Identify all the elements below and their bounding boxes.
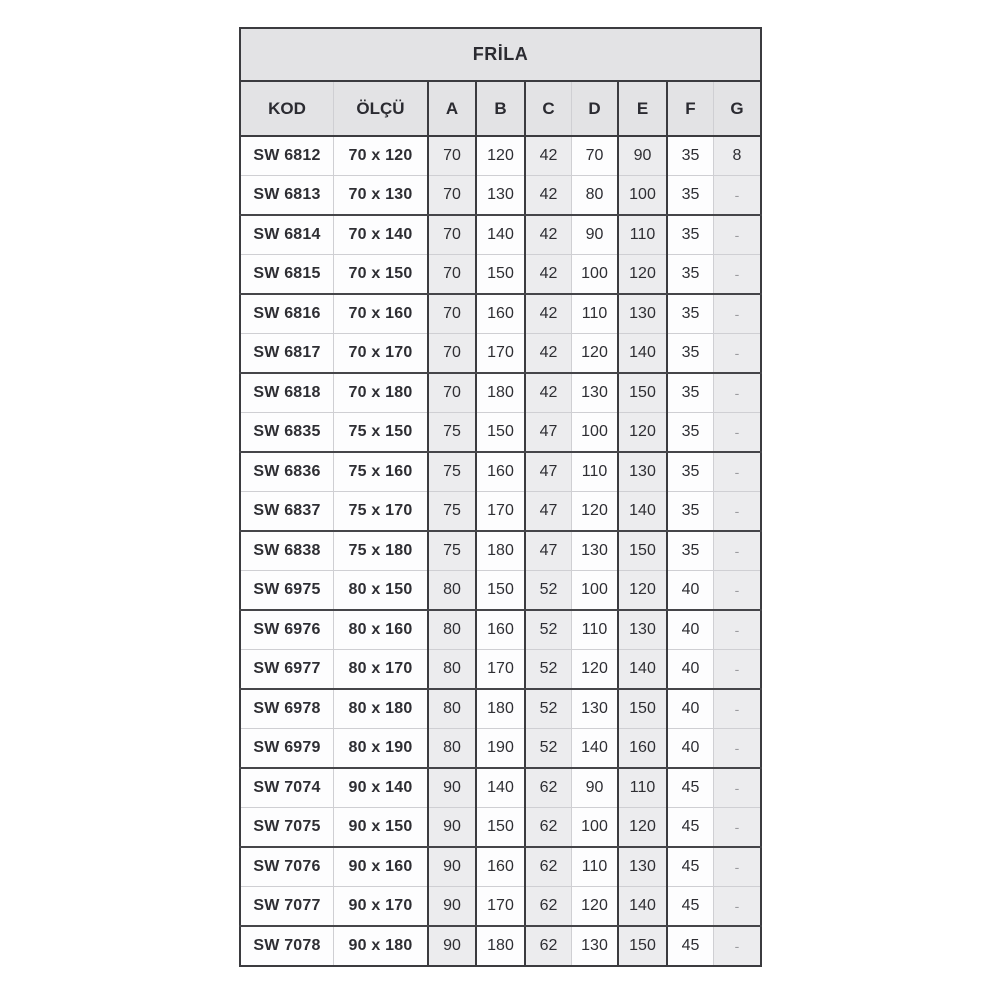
cell-a: 70 (428, 255, 476, 295)
table-row (240, 334, 761, 374)
table-row (240, 176, 761, 216)
cell-kod: SW 7077 (240, 887, 334, 927)
cell-f: 35 (667, 373, 714, 413)
cell-e: 110 (618, 768, 667, 808)
cell-kod: SW 6835 (240, 413, 334, 453)
table-row (240, 808, 761, 848)
cell-olcu: 75 x 150 (334, 413, 429, 453)
cell-c: 52 (525, 650, 572, 690)
cell-d: 80 (572, 176, 619, 216)
cell-a: 90 (428, 926, 476, 966)
cell-d: 120 (572, 334, 619, 374)
cell-c: 62 (525, 887, 572, 927)
cell-d: 90 (572, 768, 619, 808)
cell-c: 42 (525, 373, 572, 413)
cell-kod: SW 6818 (240, 373, 334, 413)
cell-f: 35 (667, 413, 714, 453)
table-row (240, 255, 761, 295)
cell-a: 80 (428, 729, 476, 769)
cell-c: 52 (525, 571, 572, 611)
cell-g: - (714, 334, 762, 374)
cell-d: 100 (572, 413, 619, 453)
cell-c: 62 (525, 926, 572, 966)
column-header-f: F (667, 81, 714, 136)
table-row (240, 413, 761, 453)
table-head (240, 28, 761, 136)
cell-f: 40 (667, 729, 714, 769)
cell-g: - (714, 571, 762, 611)
cell-olcu: 80 x 150 (334, 571, 429, 611)
cell-f: 40 (667, 650, 714, 690)
cell-olcu: 75 x 170 (334, 492, 429, 532)
cell-b: 170 (476, 650, 525, 690)
table-row (240, 571, 761, 611)
column-header-row (240, 81, 761, 136)
cell-g: - (714, 492, 762, 532)
cell-b: 150 (476, 571, 525, 611)
table-row (240, 768, 761, 808)
cell-c: 52 (525, 689, 572, 729)
cell-b: 160 (476, 847, 525, 887)
cell-f: 35 (667, 531, 714, 571)
cell-d: 90 (572, 215, 619, 255)
cell-kod: SW 6813 (240, 176, 334, 216)
cell-a: 80 (428, 571, 476, 611)
cell-c: 42 (525, 334, 572, 374)
table-row (240, 610, 761, 650)
cell-a: 70 (428, 373, 476, 413)
cell-c: 62 (525, 808, 572, 848)
cell-b: 190 (476, 729, 525, 769)
cell-f: 45 (667, 768, 714, 808)
cell-d: 110 (572, 452, 619, 492)
cell-b: 140 (476, 215, 525, 255)
cell-c: 52 (525, 729, 572, 769)
cell-a: 80 (428, 689, 476, 729)
cell-c: 47 (525, 492, 572, 532)
cell-a: 75 (428, 492, 476, 532)
cell-d: 100 (572, 255, 619, 295)
column-header-d: D (572, 81, 619, 136)
product-size-table (239, 27, 762, 967)
cell-a: 70 (428, 334, 476, 374)
table-row (240, 650, 761, 690)
cell-olcu: 70 x 120 (334, 136, 429, 176)
cell-c: 47 (525, 452, 572, 492)
cell-b: 120 (476, 136, 525, 176)
table-row (240, 215, 761, 255)
cell-e: 140 (618, 334, 667, 374)
cell-a: 75 (428, 531, 476, 571)
cell-a: 90 (428, 808, 476, 848)
cell-g: - (714, 215, 762, 255)
table-row (240, 492, 761, 532)
cell-a: 70 (428, 294, 476, 334)
cell-a: 90 (428, 887, 476, 927)
cell-e: 90 (618, 136, 667, 176)
cell-e: 120 (618, 255, 667, 295)
title-row (240, 28, 761, 81)
cell-d: 110 (572, 294, 619, 334)
column-header-g: G (714, 81, 762, 136)
cell-e: 150 (618, 926, 667, 966)
cell-c: 47 (525, 531, 572, 571)
cell-b: 150 (476, 255, 525, 295)
column-header-a: A (428, 81, 476, 136)
cell-d: 130 (572, 373, 619, 413)
cell-kod: SW 7075 (240, 808, 334, 848)
cell-olcu: 90 x 170 (334, 887, 429, 927)
cell-e: 120 (618, 413, 667, 453)
cell-e: 140 (618, 887, 667, 927)
table-row (240, 926, 761, 966)
table-row (240, 136, 761, 176)
cell-f: 45 (667, 808, 714, 848)
cell-g: - (714, 373, 762, 413)
cell-b: 180 (476, 689, 525, 729)
cell-olcu: 70 x 150 (334, 255, 429, 295)
cell-e: 130 (618, 452, 667, 492)
cell-f: 35 (667, 176, 714, 216)
cell-c: 42 (525, 294, 572, 334)
cell-c: 62 (525, 768, 572, 808)
cell-f: 35 (667, 136, 714, 176)
cell-b: 150 (476, 808, 525, 848)
cell-b: 170 (476, 887, 525, 927)
cell-b: 170 (476, 492, 525, 532)
cell-e: 160 (618, 729, 667, 769)
cell-c: 62 (525, 847, 572, 887)
cell-c: 47 (525, 413, 572, 453)
cell-f: 40 (667, 571, 714, 611)
cell-b: 180 (476, 531, 525, 571)
cell-kod: SW 6837 (240, 492, 334, 532)
cell-olcu: 80 x 160 (334, 610, 429, 650)
cell-g: - (714, 531, 762, 571)
cell-d: 120 (572, 887, 619, 927)
cell-g: - (714, 650, 762, 690)
cell-b: 170 (476, 334, 525, 374)
cell-olcu: 75 x 180 (334, 531, 429, 571)
cell-b: 150 (476, 413, 525, 453)
cell-d: 100 (572, 808, 619, 848)
cell-olcu: 80 x 180 (334, 689, 429, 729)
cell-f: 35 (667, 215, 714, 255)
cell-kod: SW 6976 (240, 610, 334, 650)
cell-c: 42 (525, 255, 572, 295)
cell-e: 150 (618, 689, 667, 729)
cell-c: 42 (525, 215, 572, 255)
table-row (240, 689, 761, 729)
cell-olcu: 90 x 140 (334, 768, 429, 808)
cell-kod: SW 6817 (240, 334, 334, 374)
cell-e: 120 (618, 808, 667, 848)
cell-kod: SW 6816 (240, 294, 334, 334)
cell-olcu: 80 x 190 (334, 729, 429, 769)
cell-d: 120 (572, 492, 619, 532)
cell-g: - (714, 926, 762, 966)
cell-e: 100 (618, 176, 667, 216)
cell-f: 35 (667, 334, 714, 374)
cell-g: 8 (714, 136, 762, 176)
cell-kod: SW 6979 (240, 729, 334, 769)
cell-e: 110 (618, 215, 667, 255)
cell-a: 80 (428, 610, 476, 650)
cell-a: 75 (428, 452, 476, 492)
cell-f: 45 (667, 847, 714, 887)
cell-e: 130 (618, 610, 667, 650)
cell-kod: SW 6836 (240, 452, 334, 492)
column-header-b: B (476, 81, 525, 136)
cell-a: 75 (428, 413, 476, 453)
cell-a: 70 (428, 136, 476, 176)
table-title: FRİLA (240, 28, 761, 81)
table-body (240, 136, 761, 966)
cell-olcu: 75 x 160 (334, 452, 429, 492)
column-header-kod: KOD (240, 81, 334, 136)
cell-olcu: 90 x 150 (334, 808, 429, 848)
table-row (240, 847, 761, 887)
cell-kod: SW 6977 (240, 650, 334, 690)
cell-d: 130 (572, 689, 619, 729)
cell-g: - (714, 847, 762, 887)
table-row (240, 887, 761, 927)
cell-e: 140 (618, 650, 667, 690)
cell-b: 160 (476, 294, 525, 334)
cell-g: - (714, 176, 762, 216)
table-row (240, 452, 761, 492)
cell-olcu: 70 x 160 (334, 294, 429, 334)
column-header-c: C (525, 81, 572, 136)
cell-g: - (714, 808, 762, 848)
cell-kod: SW 7078 (240, 926, 334, 966)
cell-g: - (714, 689, 762, 729)
column-header-olcu: ÖLÇÜ (334, 81, 429, 136)
cell-f: 35 (667, 452, 714, 492)
cell-e: 130 (618, 847, 667, 887)
cell-d: 100 (572, 571, 619, 611)
cell-c: 42 (525, 176, 572, 216)
cell-b: 140 (476, 768, 525, 808)
cell-d: 70 (572, 136, 619, 176)
cell-e: 120 (618, 571, 667, 611)
cell-g: - (714, 413, 762, 453)
cell-kod: SW 6812 (240, 136, 334, 176)
cell-olcu: 80 x 170 (334, 650, 429, 690)
cell-a: 80 (428, 650, 476, 690)
cell-e: 150 (618, 373, 667, 413)
cell-f: 35 (667, 255, 714, 295)
cell-d: 110 (572, 847, 619, 887)
cell-f: 45 (667, 887, 714, 927)
cell-e: 130 (618, 294, 667, 334)
cell-olcu: 90 x 160 (334, 847, 429, 887)
cell-b: 130 (476, 176, 525, 216)
cell-b: 160 (476, 610, 525, 650)
table-row (240, 294, 761, 334)
cell-olcu: 70 x 180 (334, 373, 429, 413)
cell-g: - (714, 768, 762, 808)
cell-g: - (714, 887, 762, 927)
cell-olcu: 70 x 130 (334, 176, 429, 216)
cell-kod: SW 6814 (240, 215, 334, 255)
cell-a: 90 (428, 768, 476, 808)
cell-b: 180 (476, 926, 525, 966)
cell-e: 140 (618, 492, 667, 532)
cell-kod: SW 6815 (240, 255, 334, 295)
cell-g: - (714, 255, 762, 295)
table-row (240, 729, 761, 769)
cell-a: 70 (428, 215, 476, 255)
table-row (240, 373, 761, 413)
cell-d: 140 (572, 729, 619, 769)
cell-d: 120 (572, 650, 619, 690)
cell-olcu: 90 x 180 (334, 926, 429, 966)
cell-g: - (714, 294, 762, 334)
cell-kod: SW 6978 (240, 689, 334, 729)
table-row (240, 531, 761, 571)
cell-c: 42 (525, 136, 572, 176)
cell-kod: SW 7074 (240, 768, 334, 808)
cell-f: 35 (667, 294, 714, 334)
cell-b: 180 (476, 373, 525, 413)
cell-d: 130 (572, 531, 619, 571)
cell-f: 45 (667, 926, 714, 966)
column-header-e: E (618, 81, 667, 136)
cell-kod: SW 6975 (240, 571, 334, 611)
cell-e: 150 (618, 531, 667, 571)
cell-olcu: 70 x 140 (334, 215, 429, 255)
cell-a: 70 (428, 176, 476, 216)
cell-f: 40 (667, 610, 714, 650)
cell-g: - (714, 452, 762, 492)
cell-olcu: 70 x 170 (334, 334, 429, 374)
cell-f: 35 (667, 492, 714, 532)
cell-kod: SW 6838 (240, 531, 334, 571)
cell-d: 110 (572, 610, 619, 650)
cell-b: 160 (476, 452, 525, 492)
cell-g: - (714, 729, 762, 769)
cell-f: 40 (667, 689, 714, 729)
cell-g: - (714, 610, 762, 650)
cell-kod: SW 7076 (240, 847, 334, 887)
cell-d: 130 (572, 926, 619, 966)
cell-a: 90 (428, 847, 476, 887)
cell-c: 52 (525, 610, 572, 650)
